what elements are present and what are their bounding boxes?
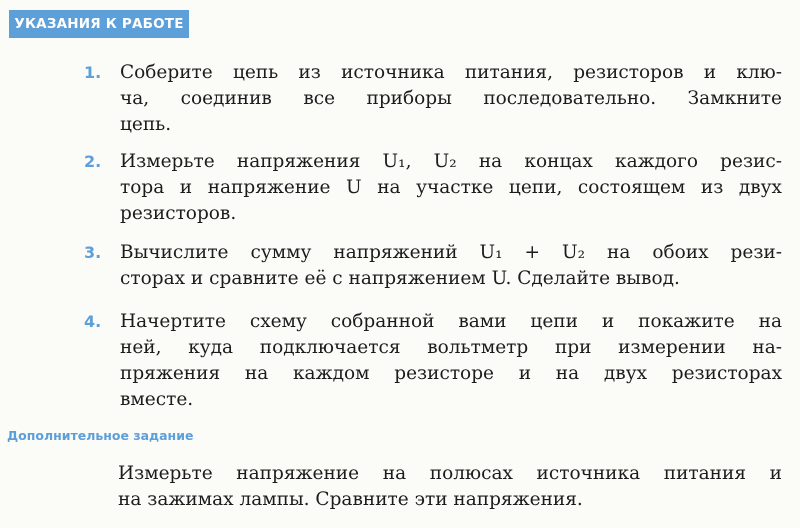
additional-task-line: на зажимах лампы. Сравните эти напряжения.	[118, 489, 583, 510]
step-line: тора и напряжение U на участке цепи, состоящем из двух	[120, 177, 782, 198]
additional-task-title: Дополнительное задание	[7, 428, 194, 443]
step-line: ча, соединив все приборы последовательно. Замкните	[120, 88, 782, 109]
step-number: 4.	[84, 312, 102, 331]
step-line: Начертите схему собранной вами цепи и покажите на	[120, 311, 782, 332]
step-line: пряжения на каждом резисторе и на двух резисторах	[120, 363, 782, 384]
step-text	[120, 60, 782, 138]
additional-task-line: Измерьте напряжение на полюсах источника питания и	[118, 463, 782, 484]
step-line: ней, куда подключается вольтметр при измерении на-	[120, 337, 782, 358]
step-line: вместе.	[120, 389, 194, 410]
step-number: 3.	[84, 243, 102, 262]
step-text	[120, 149, 782, 227]
step-number: 1.	[84, 63, 102, 82]
step-number: 2.	[84, 152, 102, 171]
step-line: цепь.	[120, 114, 172, 135]
step-line: сторах и сравните её с напряжением U. Сделайте вывод.	[120, 268, 680, 289]
step-line: резисторов.	[120, 203, 237, 224]
step-line: Соберите цепь из источника питания, резисторов и клю-	[120, 62, 782, 83]
additional-task-text	[118, 461, 782, 513]
section-header-badge: УКАЗАНИЯ К РАБОТЕ	[9, 10, 189, 38]
step-line: Измерьте напряжения U₁, U₂ на концах каждого резис-	[120, 151, 782, 172]
step-line: Вычислите сумму напряжений U₁ + U₂ на обоих рези-	[120, 242, 782, 263]
step-text	[120, 309, 782, 413]
step-text	[120, 240, 782, 292]
